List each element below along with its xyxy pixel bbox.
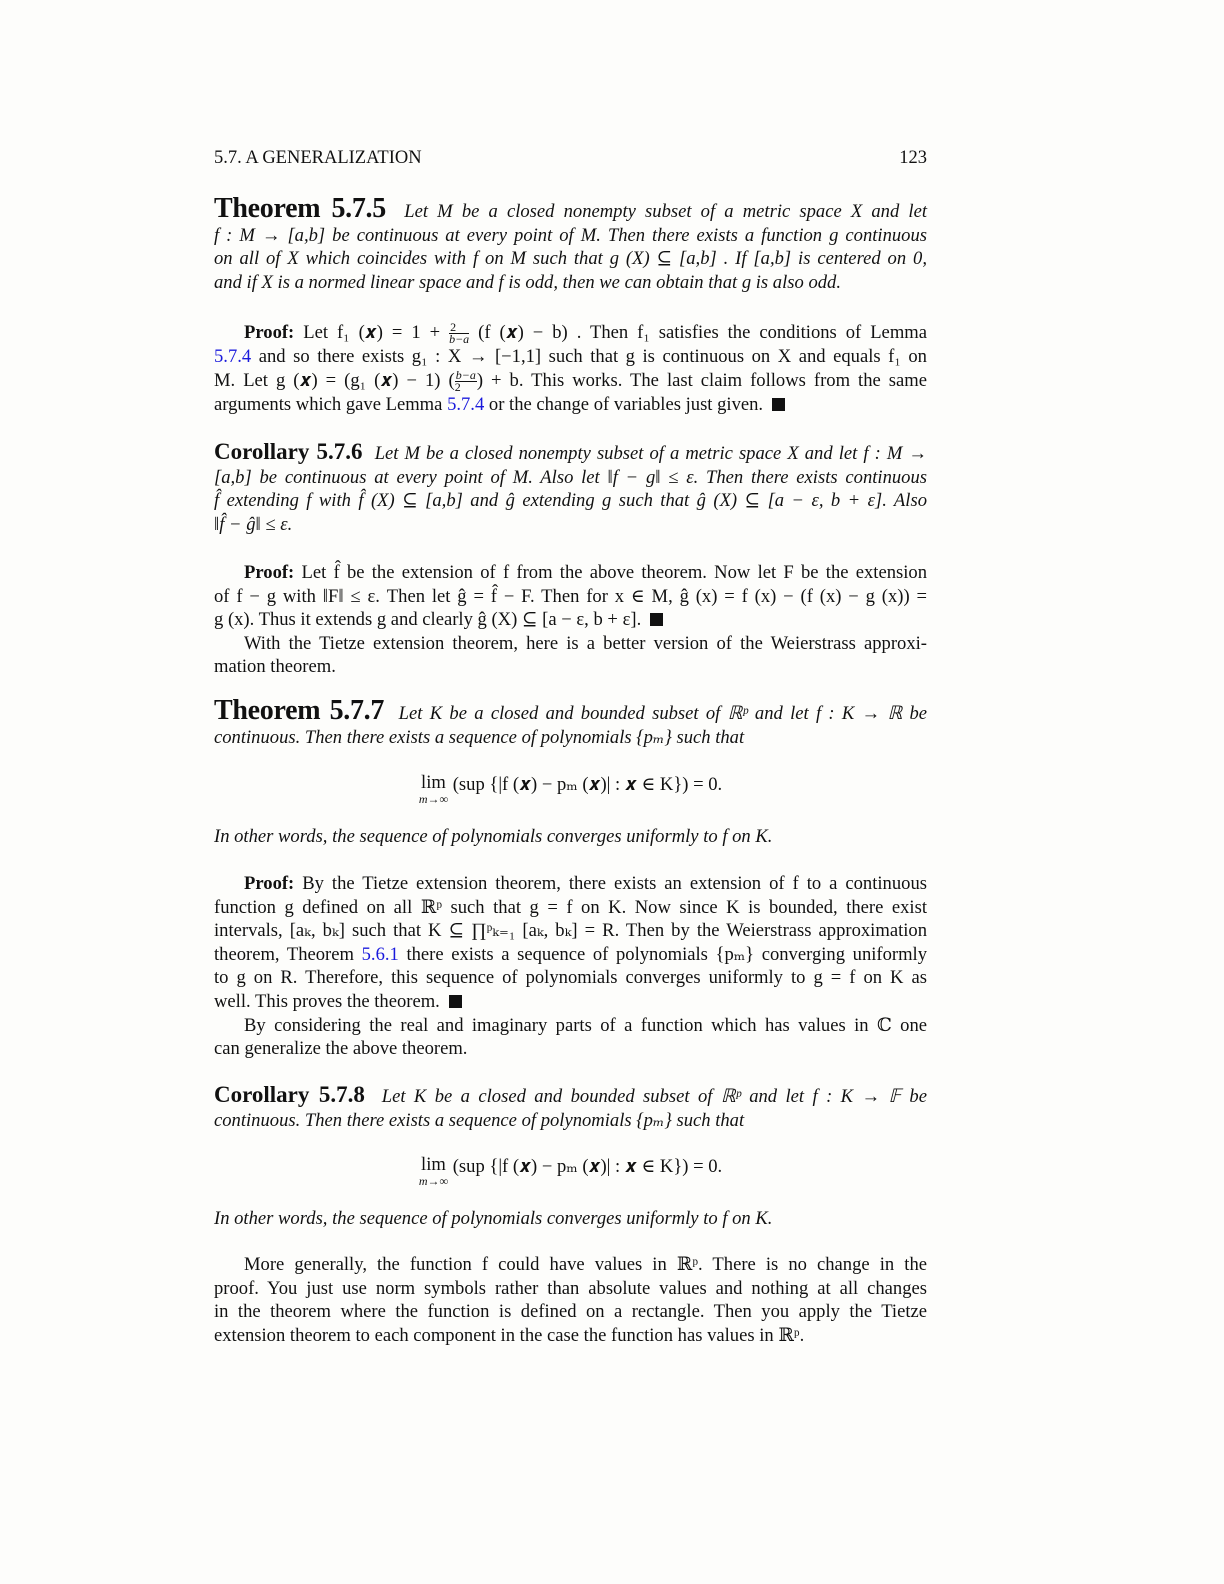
paragraph-text: More generally, the function f could have values in ℝᵖ. There is no change in the (244, 1254, 927, 1275)
fraction-numerator: 2 (449, 322, 469, 334)
paragraph-text: proof. You just use norm symbols rather than absolute values and nothing at all changes (214, 1277, 927, 1299)
qed-icon (772, 398, 785, 411)
running-head (214, 148, 927, 169)
paragraph-text: in the theorem where the function is defined on a rectangle. Then you apply the Tietze (214, 1301, 927, 1323)
lim-subscript: m→∞ (418, 792, 449, 806)
theorem-5-7-5 (214, 193, 928, 294)
proof-label: Proof: (244, 322, 295, 343)
proof-text: theorem, Theorem (214, 943, 354, 965)
theorem-text: f : M → [a,b] be continuous at every point of M. Then there exists a function g continuous (214, 224, 927, 246)
fraction-denominator: 2 (454, 380, 461, 395)
corollary-text: f̂ extending f with f̂ (X) ⊆ [a,b] and ĝ extending g such that ĝ (X) ⊆ [a − ε, b + ε]. Also (214, 490, 927, 512)
proof-5-7-5: Proof: Let f₁ (𝒙) = 1 + $\frac{2}{b-a}$ (f (𝒙) − b) . Then f₁ satisfies the conditions of Lemma 5.7.4 and so there exists g₁ : X → [−1,1] such that g is continuous on X and equals f₁ on M. Let g (𝒙) = (g₁ (𝒙) − 1) ( $\frac{b-a}{2}$ ) + b. This works. The last claim follows from the same arguments which gave Lemma 5.7.4 or the change of variables just given. (214, 320, 927, 416)
corollary-text: [a,b] be continuous at every point of M. Also let ‖f − g‖ ≤ ε. Then there exists continuous (214, 466, 927, 488)
fraction-denominator: b−a (449, 332, 470, 347)
theorem-text: on all of X which coincides with f on M such that g (X) ⊆ [a,b] . If [a,b] is centered on 0, (214, 248, 927, 270)
proof-label: Proof: (244, 873, 295, 894)
section-title: 5.7. A GENERALIZATION (214, 148, 422, 168)
theorem-heading: Theorem 5.7.5 (214, 193, 386, 224)
corollary-heading: Corollary 5.7.8 (214, 1082, 365, 1107)
proof-text: By the Tietze extension theorem, there exists an extension of f to a continuous (302, 873, 927, 894)
lim-text: lim (421, 772, 446, 793)
corollary-text: In other words, the sequence of polynomials converges uniformly to f on K. (214, 1208, 773, 1229)
proof-text: arguments which gave Lemma (214, 394, 443, 416)
corollary-conclusion (214, 1207, 927, 1231)
theorem-conclusion (214, 825, 927, 849)
paragraph-text: extension theorem to each component in the case the function has values in ℝᵖ. (214, 1324, 805, 1346)
proof-5-7-6 (214, 561, 927, 679)
proof-text: (f (𝒙) − b) . Then f₁ satisfies the conditions of Lemma (478, 322, 927, 343)
lim-subscript: m→∞ (418, 1174, 449, 1188)
proof-text: and so there exists g₁ : X → [−1,1] such that g is continuous on X and equals f₁ on (258, 346, 927, 368)
lemma-link[interactable]: 5.7.4 (214, 346, 252, 368)
corollary-text: Let M be a closed nonempty subset of a metric space X and let f : M → (374, 443, 927, 464)
proof-text: to g on R. Therefore, this sequence of polynomials converges uniformly to g = f on K as (214, 967, 927, 989)
closing-paragraph (214, 1253, 927, 1347)
lemma-link[interactable]: 5.7.4 (447, 394, 485, 416)
theorem-text: and if X is a normed linear space and f is odd, then we can obtain that g is also odd. (214, 271, 841, 293)
equation-body: (sup {|f (𝒙) − pₘ (𝒙)| : 𝒙 ∈ K}) = 0. (452, 774, 723, 795)
theorem-text: Let K be a closed and bounded subset of ℝᵖ and let f : K → ℝ be (398, 703, 928, 724)
lim-text: lim (421, 1154, 446, 1175)
proof-text: M. Let g (𝒙) = (g₁ (𝒙) − 1) (214, 369, 441, 391)
proof-text: Let f̂ be the extension of f from the above theorem. Now let F be the extension (301, 562, 927, 583)
paragraph-text: With the Tietze extension theorem, here is a better version of the Weierstrass approxi- (244, 632, 927, 654)
fraction (449, 322, 469, 345)
theorem-text: Let M be a closed nonempty subset of a metric space X and let (404, 201, 928, 222)
proof-text: g (x). Thus it extends g and clearly ĝ (X) ⊆ [a − ε, b + ε]. (214, 609, 642, 631)
qed-icon (449, 995, 462, 1008)
corollary-5-7-8 (214, 1083, 927, 1132)
limit-operator (419, 1156, 448, 1188)
paragraph-text: mation theorem. (214, 656, 336, 678)
proof-text: + b. This works. The last claim follows from the same (491, 369, 927, 391)
qed-icon (650, 613, 663, 626)
proof-text: well. This proves the theorem. (214, 990, 440, 1012)
proof-text: or the change of variables just given. (488, 394, 764, 416)
proof-text: Let f₁ (𝒙) = 1 + (303, 322, 441, 343)
fraction (455, 370, 477, 393)
proof-label: Proof: (244, 562, 295, 583)
theorem-text: continuous. Then there exists a sequence of polynomials {pₘ} such that (214, 726, 745, 748)
page-number: 123 (899, 148, 927, 168)
display-equation (214, 1156, 927, 1188)
paragraph-text: By considering the real and imaginary parts of a function which has values in ℂ one (244, 1014, 927, 1036)
corollary-text: continuous. Then there exists a sequence of polynomials {pₘ} such that (214, 1109, 745, 1131)
corollary-text: ‖f̂ − ĝ‖ ≤ ε. (214, 513, 293, 535)
equation-body: (sup {|f (𝒙) − pₘ (𝒙)| : 𝒙 ∈ K}) = 0. (452, 1156, 723, 1177)
theorem-link[interactable]: 5.6.1 (361, 943, 399, 965)
theorem-heading: Theorem 5.7.7 (214, 695, 385, 726)
proof-text: function g defined on all ℝᵖ such that g = f on K. Now since K is bounded, there exist (214, 896, 927, 918)
theorem-text: In other words, the sequence of polynomials converges uniformly to f on K. (214, 826, 773, 847)
limit-operator (419, 774, 448, 806)
display-equation (214, 774, 927, 806)
fraction-numerator: b−a (455, 368, 476, 383)
proof-text: intervals, [aₖ, bₖ] such that K ⊆ ∏ᵖₖ₌₁ [aₖ, bₖ] = R. Then by the Weierstrass approximation (214, 920, 927, 942)
corollary-text: Let K be a closed and bounded subset of ℝᵖ and let f : K → 𝔽 be (381, 1086, 927, 1107)
proof-text: there exists a sequence of polynomials {pₘ} converging uniformly (406, 943, 928, 965)
theorem-5-7-7 (214, 695, 928, 749)
proof-text: of f − g with ‖F‖ ≤ ε. Then let ĝ = f̂ − F. Then for x ∈ M, ĝ (x) = f (x) − (f (x) − g (x)) = (214, 585, 927, 607)
paragraph-text: can generalize the above theorem. (214, 1038, 468, 1060)
proof-5-7-7 (214, 872, 927, 1061)
corollary-heading: Corollary 5.7.6 (214, 439, 363, 464)
corollary-5-7-6 (214, 440, 927, 536)
